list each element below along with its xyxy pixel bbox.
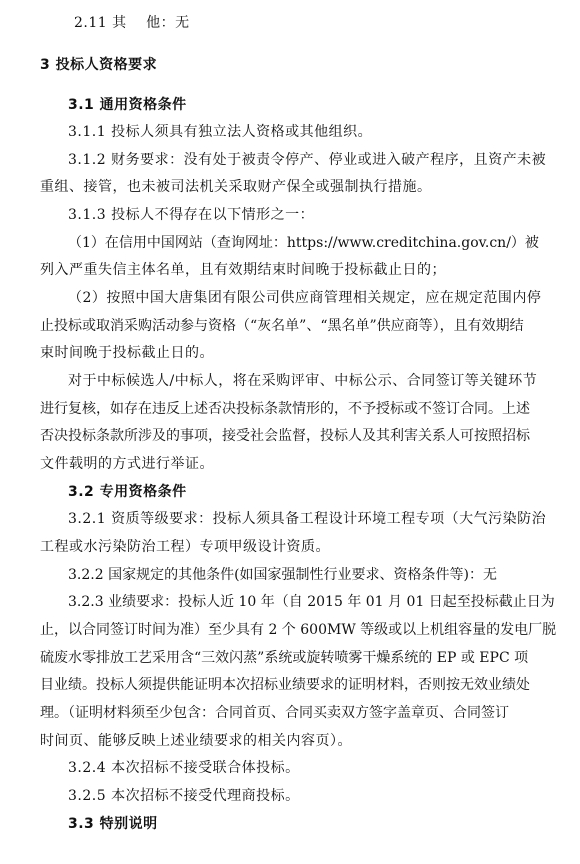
clause-3-2-1-line1: 3.2.1 资质等级要求：投标人须具备工程设计环境工程专项（大气污染防治 <box>68 511 547 527</box>
clause-3-2-5: 3.2.5 本次招标不接受代理商投标。 <box>68 788 300 804</box>
clause-2-11: 2.11 其 他：无 <box>74 15 190 31</box>
clause-3-2-4: 3.2.4 本次招标不接受联合体投标。 <box>68 760 300 776</box>
section-3-heading: 3 投标人资格要求 <box>40 57 158 73</box>
item-1-line1: （1）在信用中国网站（查询网址：https://www.creditchina.gov.cn/）被 <box>68 235 539 251</box>
clause-3-1-3: 3.1.3 投标人不得存在以下情形之一： <box>68 207 315 223</box>
section-3-1-heading: 3.1 通用资格条件 <box>68 97 187 113</box>
clause-3-2-3-line6: 时间页、能够反映上述业绩要求的相关内容页）。 <box>40 733 352 749</box>
clause-3-1-2-line1: 3.1.2 财务要求：没有处于被责令停产、停业或进入破产程序，且资产未被 <box>68 152 547 168</box>
review-para-line3: 否决投标条款所涉及的事项，接受社会监督，投标人及其利害关系人可按照招标 <box>40 428 530 444</box>
item-2-line1: （2）按照中国大唐集团有限公司供应商管理相关规定，应在规定范围内停 <box>68 290 542 306</box>
clause-3-2-3-line1: 3.2.3 业绩要求：投标人近 10 年（自 2015 年 01 月 01 日起至投标截止日为 <box>68 594 555 610</box>
clause-3-1-2-line2: 重组、接管，也未被司法机关采取财产保全或强制执行措施。 <box>40 179 432 195</box>
clause-3-2-3-line3: 硫废水零排放工艺采用含“三效闪蒸”系统或旋转喷雾干燥系统的 EP 或 EPC 项 <box>40 650 529 666</box>
item-1-line2: 列入严重失信主体名单，且有效期结束时间晚于投标截止日的； <box>40 262 446 278</box>
clause-3-2-3-line4: 目业绩。投标人须提供能证明本次招标业绩要求的证明材料，否则按无效业绩处 <box>40 677 530 693</box>
clause-3-2-3-line5: 理。（证明材料须至少包含：合同首页、合同买卖双方签字盖章页、合同签订 <box>40 705 509 721</box>
review-para-line2: 进行复核，如存在违反上述否决投标条款情形的，不予授标或不签订合同。上述 <box>40 401 530 417</box>
review-para-line4: 文件载明的方式进行举证。 <box>40 456 214 472</box>
item-2-line2: 止投标或取消采购活动参与资格（“灰名单”、“黑名单”供应商等），且有效期结 <box>40 318 524 334</box>
clause-3-2-2: 3.2.2 国家规定的其他条件(如国家强制性行业要求、资格条件等)：无 <box>68 567 497 583</box>
section-3-2-heading: 3.2 专用资格条件 <box>68 484 187 500</box>
section-3-3-heading: 3.3 特别说明 <box>68 816 158 832</box>
clause-3-2-3-line2: 止，以合同签订时间为准）至少具有 2 个 600MW 等级或以上机组容量的发电厂脱 <box>40 622 557 638</box>
item-2-line3: 束时间晚于投标截止日的。 <box>40 345 214 361</box>
review-para-line1: 对于中标候选人/中标人，将在采购评审、中标公示、合同签订等关键环节 <box>68 373 538 389</box>
clause-3-1-1: 3.1.1 投标人须具有独立法人资格或其他组织。 <box>68 124 373 140</box>
clause-3-2-1-line2: 工程或水污染防治工程）专项甲级设计资质。 <box>40 539 330 555</box>
